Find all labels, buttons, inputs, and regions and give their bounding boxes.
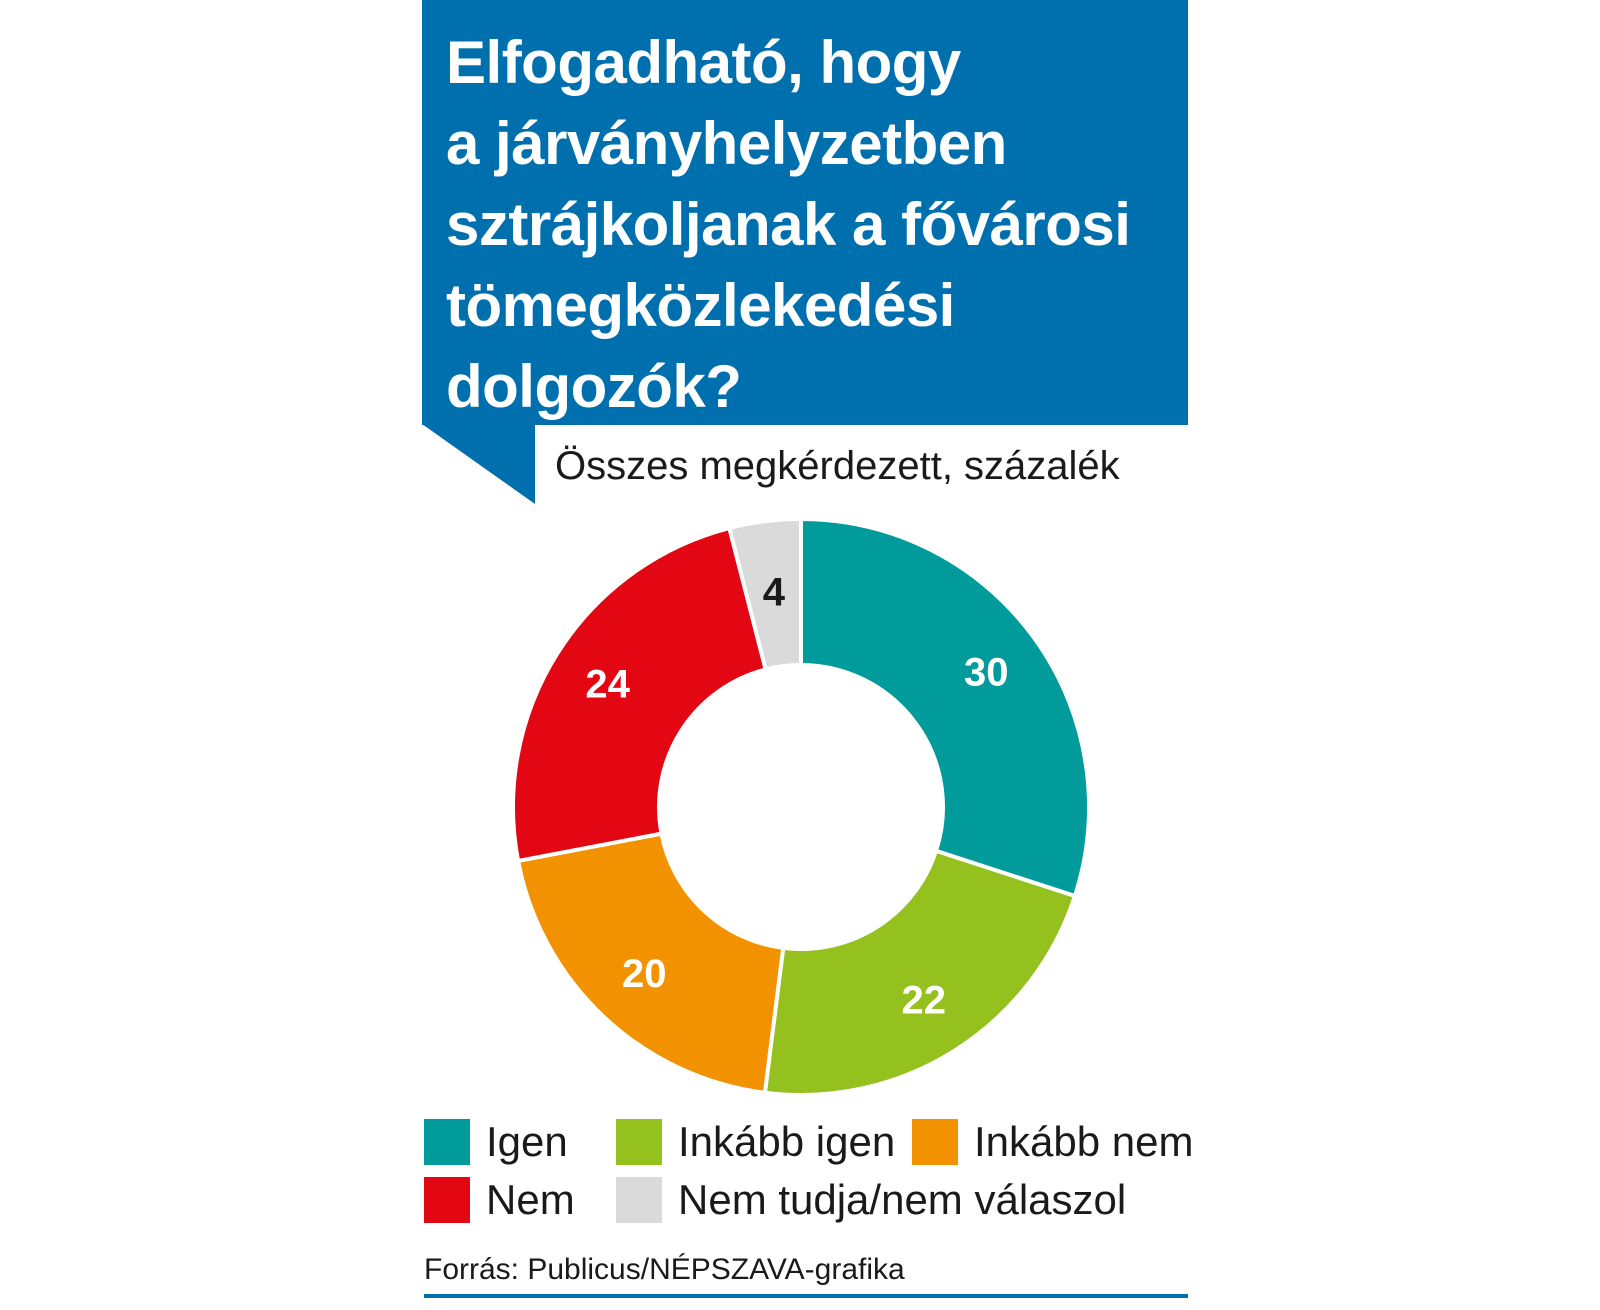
legend-label: Inkább igen (678, 1118, 896, 1165)
title-box (422, 0, 1188, 425)
bottom-rule (424, 1294, 1188, 1298)
chart-subtitle: Összes megkérdezett, százalék (555, 444, 1120, 488)
legend-label: Nem (486, 1176, 575, 1223)
legend-label: Igen (486, 1118, 568, 1165)
donut-slice (513, 528, 766, 861)
donut-slice (801, 519, 1089, 896)
legend-swatch (424, 1177, 470, 1223)
chart-title: Elfogadható, hogy a járványhelyzetben sztrájkoljanak a fővárosi tömegközlekedési dolgozók? (446, 29, 1131, 420)
legend-item-inkabb-nem (912, 1118, 1193, 1166)
legend-swatch (912, 1119, 958, 1165)
legend-swatch (616, 1177, 662, 1223)
legend-swatch (424, 1119, 470, 1165)
donut-slice (765, 851, 1075, 1095)
slice-value-label: 20 (621, 951, 667, 996)
legend-item-nem (424, 1176, 575, 1224)
slice-value-label: 24 (585, 662, 630, 707)
source-note: Forrás: Publicus/NÉPSZAVA-grafika (424, 1253, 905, 1286)
legend-item-inkabb-igen (616, 1118, 895, 1166)
legend-label: Inkább nem (974, 1118, 1194, 1165)
slice-value-label: 4 (762, 570, 786, 615)
legend-item-igen (424, 1118, 568, 1166)
legend-item-nem-tudja (616, 1176, 1126, 1224)
legend (424, 1118, 1204, 1238)
slice-value-label: 30 (964, 650, 1009, 695)
slice-value-label: 22 (901, 978, 946, 1023)
legend-swatch (616, 1119, 662, 1165)
speech-bubble-tail (422, 424, 535, 504)
legend-label: Nem tudja/nem válaszol (678, 1176, 1127, 1223)
donut-chart (496, 502, 1106, 1112)
